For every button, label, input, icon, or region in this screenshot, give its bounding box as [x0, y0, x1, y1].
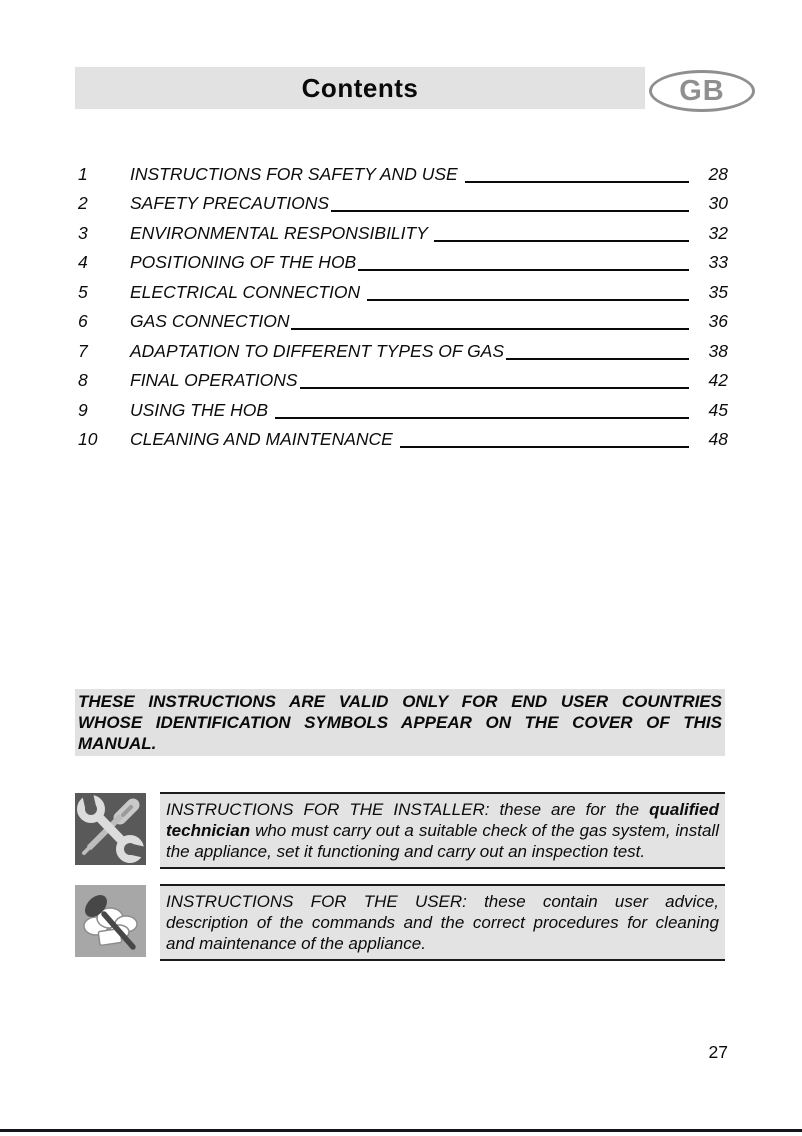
- toc-item-title: POSITIONING OF THE HOB: [130, 252, 357, 273]
- toc-leader-line: [291, 328, 689, 330]
- toc-leader-line: [331, 210, 689, 212]
- toc-row: [78, 337, 728, 366]
- toc-item-number: 7: [78, 340, 88, 361]
- installer-instructions-text: INSTRUCTIONS FOR THE INSTALLER: these are for the qualified technician who must carry out a suitable check of the gas system, install the appliance, set it functioning and carry out an inspection test.: [160, 792, 725, 869]
- toc-leader-line: [358, 269, 689, 271]
- toc-item-number: 3: [78, 222, 88, 243]
- language-badge-label: GB: [679, 75, 725, 107]
- tools-icon: [75, 793, 146, 865]
- toc-item-title: ELECTRICAL CONNECTION: [130, 281, 365, 302]
- toc-item-title: GAS CONNECTION: [130, 311, 290, 332]
- toc-item-number: 10: [78, 428, 98, 449]
- user-instructions-text: INSTRUCTIONS FOR THE USER: these contain user advice, description of the commands and the correct procedures for cleaning and maintenance of the appliance.: [160, 884, 725, 961]
- toc-item-title: INSTRUCTIONS FOR SAFETY AND USE: [130, 164, 463, 184]
- toc-item-number: 8: [78, 370, 88, 391]
- toc-item-page: 33: [708, 252, 728, 273]
- toc-row: [78, 366, 728, 395]
- toc-item-number: 4: [78, 252, 88, 273]
- toc-item-title: CLEANING AND MAINTENANCE: [130, 428, 398, 449]
- toc-leader-line: [400, 446, 689, 448]
- toc-leader-line: [300, 387, 689, 389]
- toc-item-page: 42: [708, 370, 728, 391]
- toc-item-title: SAFETY PRECAUTIONS: [130, 193, 330, 214]
- toc-row: [78, 160, 728, 189]
- toc-item-page: 32: [708, 222, 728, 243]
- toc-item-title: ENVIRONMENTAL RESPONSIBILITY: [130, 222, 433, 243]
- footer-rule: [0, 1129, 802, 1132]
- toc-row: [78, 278, 728, 307]
- validity-notice: THESE INSTRUCTIONS ARE VALID ONLY FOR END USER COUNTRIES WHOSE IDENTIFICATION SYMBOLS APPEAR ON THE COVER OF THIS MANUAL.: [75, 689, 725, 756]
- toc-item-page: 36: [708, 311, 728, 332]
- toc-row: [78, 307, 728, 336]
- toc-item-number: 1: [78, 164, 88, 184]
- toc-row: [78, 189, 728, 218]
- toc-leader-line: [434, 240, 689, 242]
- toc-leader-line: [275, 417, 689, 419]
- language-badge: [649, 70, 755, 112]
- installer-instructions-block: [75, 792, 725, 870]
- toc-item-page: 45: [708, 399, 728, 420]
- toc-leader-line: [367, 299, 689, 301]
- toc-item-title: FINAL OPERATIONS: [130, 370, 298, 391]
- toc-item-number: 6: [78, 311, 88, 332]
- toc-row: [78, 396, 728, 425]
- user-instructions-block: [75, 884, 725, 962]
- toc-item-page: 30: [708, 193, 728, 214]
- toc-row: [78, 219, 728, 248]
- toc-item-title: USING THE HOB: [130, 399, 273, 420]
- table-of-contents: [78, 160, 728, 454]
- page-title: Contents: [301, 73, 419, 103]
- toc-item-number: 5: [78, 281, 88, 302]
- toc-item-page: 38: [708, 340, 728, 361]
- toc-leader-line: [465, 181, 689, 183]
- toc-item-number: 9: [78, 399, 88, 420]
- toc-item-title: ADAPTATION TO DIFFERENT TYPES OF GAS: [130, 340, 505, 361]
- page-number: 27: [708, 1042, 728, 1062]
- toc-item-page: 28: [708, 164, 728, 184]
- header-bar: [75, 67, 645, 109]
- toc-item-page: 48: [708, 428, 728, 449]
- toc-item-number: 2: [78, 193, 88, 214]
- toc-row: [78, 425, 728, 454]
- toc-leader-line: [506, 358, 689, 360]
- chef-hat-spoon-icon: [75, 885, 146, 957]
- toc-row: [78, 248, 728, 277]
- toc-item-page: 35: [708, 281, 728, 302]
